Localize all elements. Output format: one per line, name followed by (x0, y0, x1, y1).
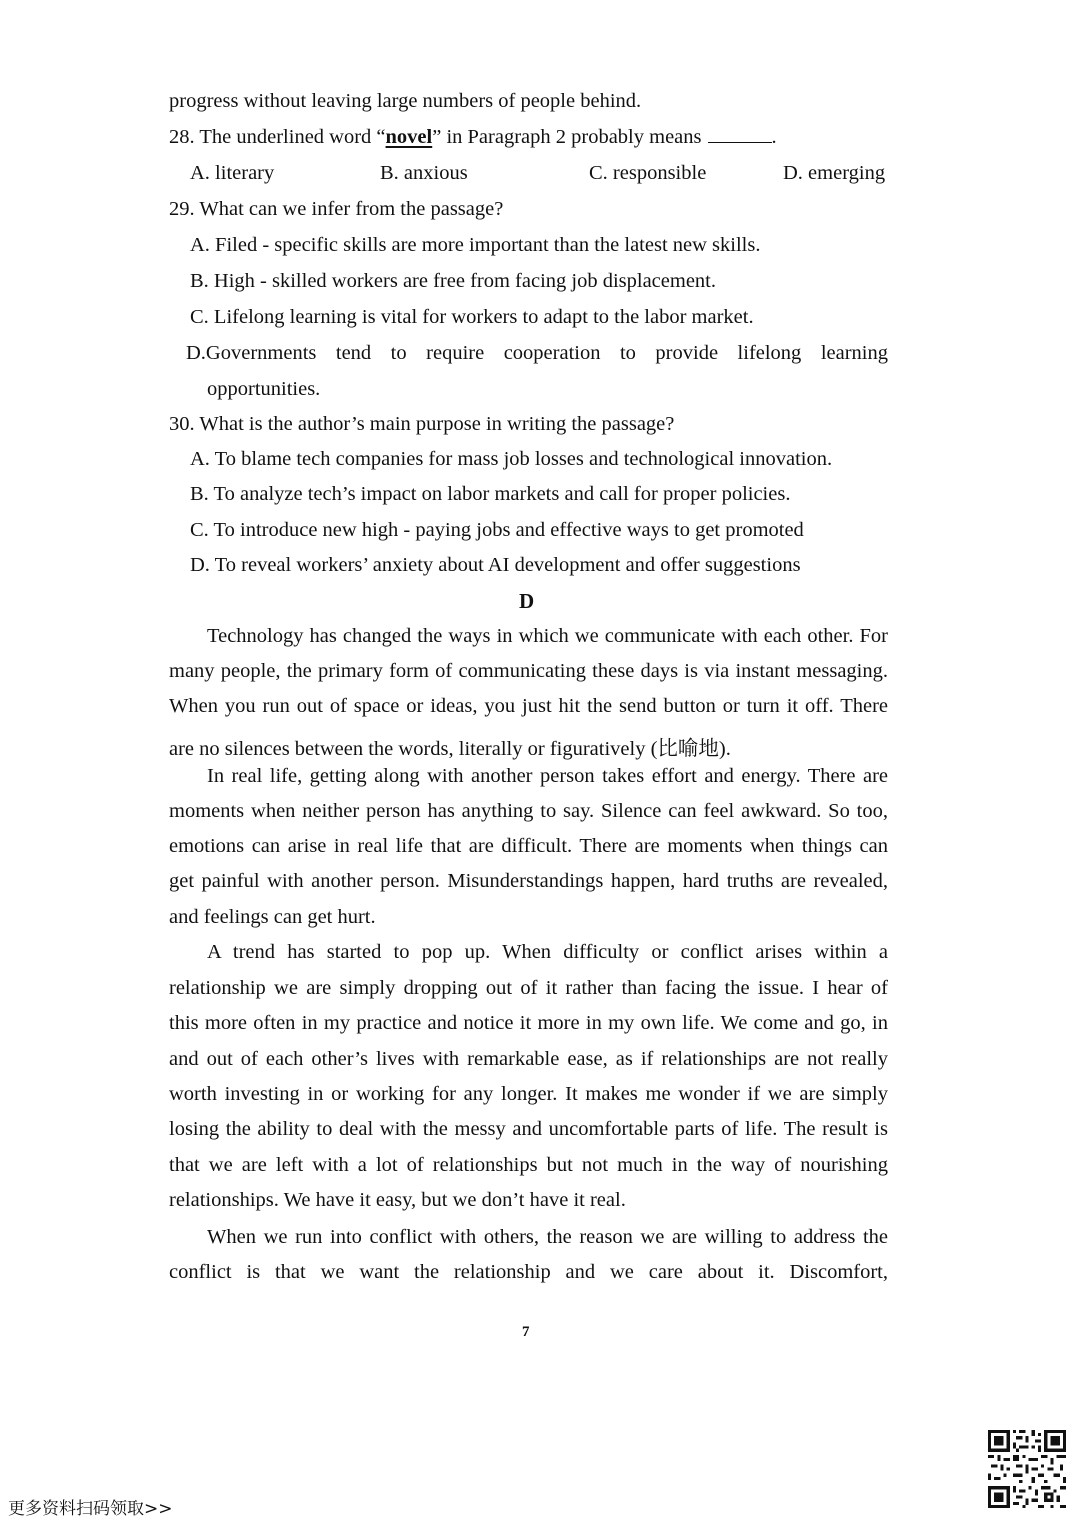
option-a: A. To blame tech companies for mass job losses and technological innovation. (190, 448, 833, 470)
option-b: B. High - skilled workers are free from facing job displacement. (190, 270, 716, 292)
question-29: 29. What can we infer from the passage? (169, 198, 504, 220)
paragraph-line: this more often in my practice and notice it more in my own life. We come and go, in (169, 1012, 888, 1034)
option-d: D.Governments tend to require cooperation to provide lifelong learning (186, 342, 888, 364)
section-heading: D (519, 589, 535, 613)
option-b: B. anxious (380, 162, 468, 184)
paragraph-line: relationships. We have it easy, but we don’t have it real. (169, 1189, 626, 1211)
paragraph-line: Technology has changed the ways in which we communicate with each other. For (207, 625, 888, 647)
option-b: B. To analyze tech’s impact on labor markets and call for proper policies. (190, 483, 791, 505)
paragraph-line: conflict is that we want the relationship and we care about it. Discomfort, (169, 1261, 888, 1283)
option-a: A. Filed - specific skills are more important than the latest new skills. (190, 234, 761, 256)
answer-blank (708, 126, 772, 143)
paragraph-line: and feelings can get hurt. (169, 906, 376, 928)
paragraph-line: When we run into conflict with others, the reason we are willing to address the (207, 1226, 888, 1248)
paragraph-line: moments when neither person has anything to say. Silence can feel awkward. So too, (169, 800, 888, 822)
paragraph-line: worth investing in or working for any longer. It makes me wonder if we are simply (169, 1083, 888, 1105)
option-d: D. To reveal workers’ anxiety about AI development and offer suggestions (190, 554, 801, 576)
paragraph-line: A trend has started to pop up. When difficulty or conflict arises within a (207, 941, 888, 963)
page-number: 7 (522, 1324, 530, 1340)
option-c: C. Lifelong learning is vital for workers to adapt to the labor market. (190, 306, 754, 328)
qr-code-icon[interactable] (988, 1430, 1066, 1508)
paragraph-line: When you run out of space or ideas, you just hit the send button or turn it off. There (169, 695, 888, 717)
paragraph-line: get painful with another person. Misunderstandings happen, hard truths are revealed, (169, 870, 888, 892)
paragraph-line: are no silences between the words, literally or figuratively (比喻地). (169, 738, 731, 760)
paragraph-line: emotions can arise in real life that are difficult. There are moments when things can (169, 835, 888, 857)
question-28: 28. The underlined word “novel” in Paragraph 2 probably means . (169, 126, 777, 148)
underlined-word: novel (385, 126, 433, 148)
paragraph-line: and out of each other’s lives with remarkable ease, as if relationships are not really (169, 1048, 888, 1070)
option-d: D. emerging (783, 162, 886, 184)
question-30: 30. What is the author’s main purpose in writing the passage? (169, 413, 675, 435)
option-d-continuation: opportunities. (207, 378, 321, 400)
paragraph-line: many people, the primary form of communicating these days is via instant messaging. (169, 660, 888, 682)
paragraph-line: relationship we are simply dropping out of it rather than facing the issue. I hear of (169, 977, 888, 999)
option-c: C. To introduce new high - paying jobs and effective ways to get promoted (190, 519, 804, 541)
paragraph-line: that we are left with a lot of relationships but not much in the way of nourishing (169, 1154, 888, 1176)
option-c: C. responsible (589, 162, 707, 184)
option-a: A. literary (190, 162, 275, 184)
text-line: progress without leaving large numbers of people behind. (169, 90, 642, 112)
paragraph-line: In real life, getting along with another person takes effort and energy. There are (207, 765, 888, 787)
footer-link[interactable]: 更多资料扫码领取>> (8, 1499, 173, 1519)
paragraph-line: losing the ability to deal with the messy and uncomfortable parts of life. The result is (169, 1118, 888, 1140)
